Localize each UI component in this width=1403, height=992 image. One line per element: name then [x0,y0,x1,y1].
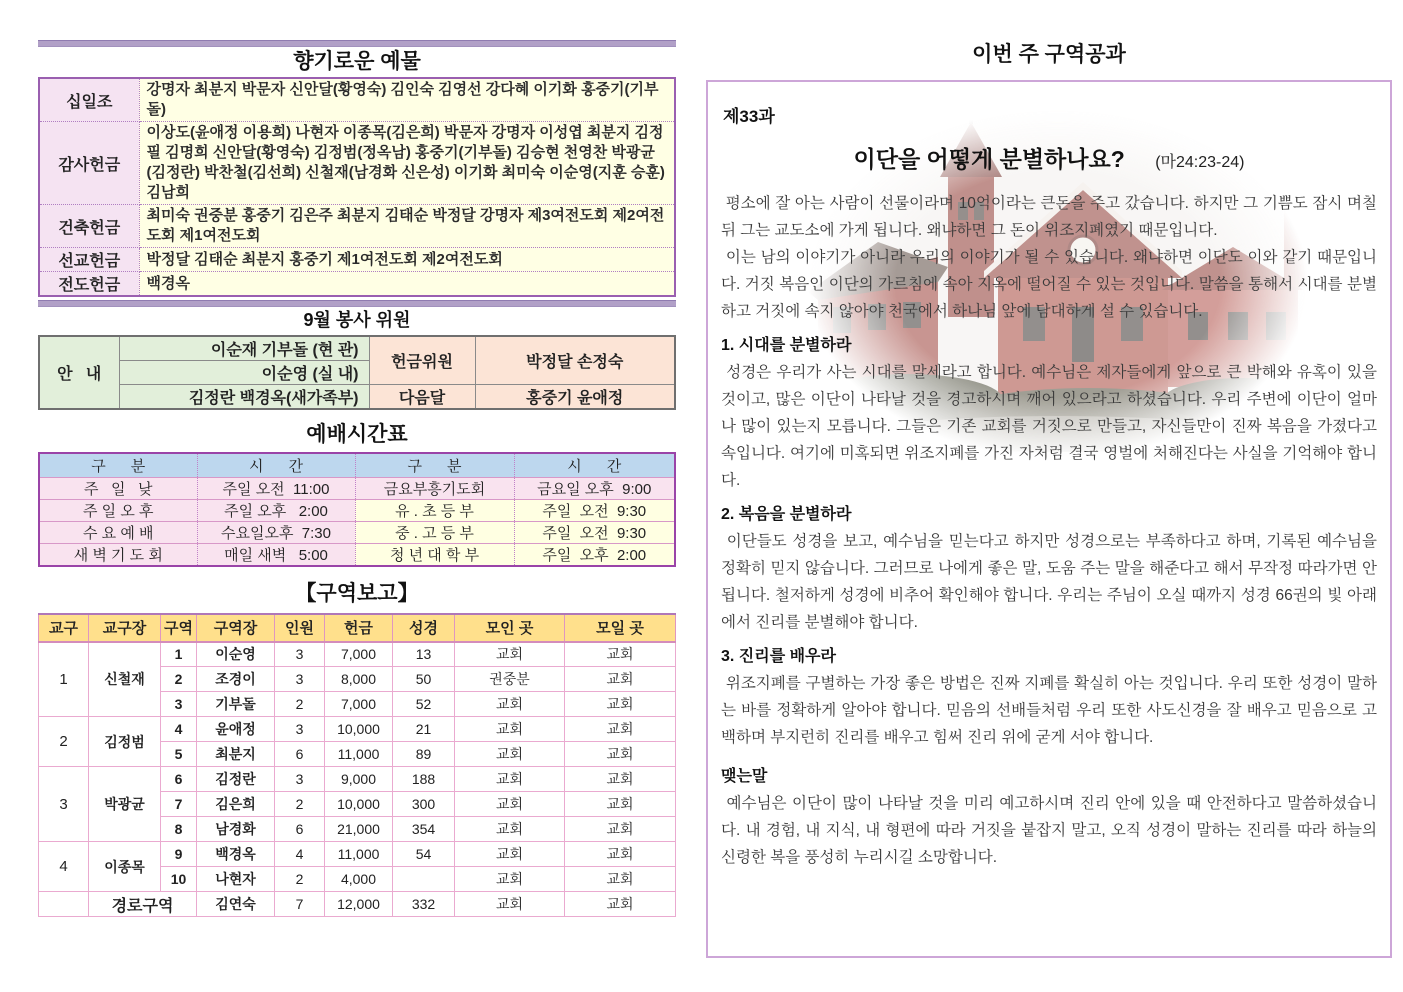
schedule-title: 예배시간표 [306,423,408,446]
report-cell: 교회 [565,767,676,792]
report-cell: 12,000 [325,892,393,917]
report-header: 헌금 [325,614,393,642]
report-cell: 교회 [455,867,565,892]
report-cell: 교회 [455,717,565,742]
report-header: 모인 곳 [455,614,565,642]
report-cell: 교회 [565,642,676,667]
divider-band [38,300,676,307]
report-cell: 윤애정 [197,717,275,742]
report-cell: 백경옥 [197,842,275,867]
report-cell: 54 [393,842,455,867]
report-cell: 50 [393,667,455,692]
report-cell: 6 [275,817,325,842]
conclusion-heading: 맺는말 [721,768,768,785]
report-cell: 9 [161,842,197,867]
lesson-content [721,102,1382,871]
report-cell: 김정란 [197,767,275,792]
table-row [39,642,676,667]
table-row [39,477,675,499]
report-cell: 7 [275,892,325,917]
conclusion-body: 예수님은 이단이 많이 나타날 것을 미리 예고하시며 진리 안에 있을 때 안전하다고 말씀하셨습니다. 내 경험, 내 지식, 내 형편에 따라 거짓을 붙잡지 말고, 오직 성경이 말하는 진리를 따라 하늘의 신령한 복을 풍성히 누리시길 소망합니다. [721,795,1382,866]
report-cell: 10 [161,867,197,892]
schedule-cell: 금요부흥기도회 [355,477,514,499]
schedule-cell: 유 . 초 등 부 [355,499,514,521]
report-cell: 4 [39,842,89,892]
report-cell: 7,000 [325,642,393,667]
report-cell: 6 [161,767,197,792]
report-cell: 3 [275,667,325,692]
report-cell: 332 [393,892,455,917]
lesson-title: 이단을 어떻게 분별하나요? [853,146,1125,172]
report-cell: 2 [39,717,89,767]
lesson-number: 제33과 [723,107,775,126]
schedule-table [38,452,676,567]
report-cell: 11,000 [325,842,393,867]
offering-label: 건축헌금 [39,205,139,248]
lesson-scripture-ref: (마24:23-24) [1155,154,1245,171]
report-cell: 3 [161,692,197,717]
report-table [38,613,676,918]
table-row [39,272,675,297]
report-cell: 교회 [565,817,676,842]
senior-district-label: 경로구역 [89,892,197,917]
report-cell: 4,000 [325,867,393,892]
offering-label: 감사헌금 [39,122,139,205]
schedule-cell: 주일 오후 2:00 [197,499,355,521]
next-month-label: 다음달 [369,385,475,410]
next-month-names: 홍중기 윤애정 [475,385,675,410]
report-cell: 교회 [455,842,565,867]
intro-paragraph: 이는 남의 이야기가 아니라 우리의 이야기가 될 수 있습니다. 왜냐하면 이단도 이와 같기 때문입니다. 거짓 복음인 이단의 가르침에 속아 지옥에 떨어질 수 있는 것입니다. 말씀을 통해서 시대를 분별하고 거짓에 속지 않아야 천국에서 하나님 앞에 담대하게 설 수 있습니다. [721,249,1377,320]
table-row [39,122,675,205]
report-cell: 7 [161,792,197,817]
report-cell: 김은희 [197,792,275,817]
report-cell: 8 [161,817,197,842]
report-cell: 3 [39,767,89,842]
report-cell: 3 [275,717,325,742]
report-cell: 2 [275,867,325,892]
report-cell: 교회 [565,717,676,742]
report-cell: 3 [275,642,325,667]
report-cell: 1 [161,642,197,667]
report-cell: 교회 [565,867,676,892]
report-cell: 21 [393,717,455,742]
report-cell: 13 [393,642,455,667]
committee-title: 9월 봉사 위원 [303,310,411,330]
report-cell: 최분지 [197,742,275,767]
report-cell: 교회 [565,742,676,767]
offering-committee-names: 박정달 손정숙 [475,336,675,385]
table-row [39,78,675,122]
offerings-table [38,77,676,297]
section-heading: 3. 진리를 배우라 [721,648,836,665]
schedule-cell: 주일 오전 9:30 [514,521,675,543]
table-row [39,336,675,361]
lesson-page-title: 이번 주 구역공과 [972,43,1126,66]
report-cell: 기부돌 [197,692,275,717]
report-cell: 2 [161,667,197,692]
table-row [39,717,676,742]
schedule-header: 구 분 [39,453,197,477]
offering-committee-label: 헌금위원 [369,336,475,385]
section-body: 이단들도 성경을 보고, 예수님을 믿는다고 하지만 성경으로는 부족하다고 하며, 기록된 예수님을 정확히 믿지 않습니다. 그러므로 나에게 좋은 말, 도움 주는 말을 해준다고 해서 무작정 따라가면 안 됩니다. 철저하게 성경에 비추어 확인해야 합니다. 우리는 주님이 오실 때까지 성경 66권의 빛 아래에서 진리를 분별해야 합니다. [721,533,1382,631]
guide-indoor: 이순영 (실 내) [119,361,369,385]
report-cell: 교회 [455,767,565,792]
schedule-header: 시 간 [197,453,355,477]
schedule-cell: 새 벽 기 도 회 [39,543,197,566]
report-cell: 교회 [565,692,676,717]
offering-names: 강명자 최분지 박문자 신안달(황영숙) 김인숙 김영선 강다혜 이기화 홍중기(기부돌) [139,78,675,122]
report-cell: 9,000 [325,767,393,792]
report-cell: 교회 [455,742,565,767]
report-cell: 교회 [565,792,676,817]
committee-table [38,335,676,410]
report-cell: 교회 [455,817,565,842]
left-column [38,40,676,917]
offering-names: 박정달 김태순 최분지 홍중기 제1여전도회 제2여전도회 [139,248,675,272]
section-body: 위조지폐를 구별하는 가장 좋은 방법은 진짜 지폐를 확실히 아는 것입니다. 우리 또한 성경이 말하는 바를 정확하게 알아야 합니다. 믿음의 선배들처럼 우리 또한 사도신경을 잘 배우고 믿음으로 고백하며 부지런히 진리를 배우고 힘써 진리 위에 굳게 서야 합니다. [721,675,1377,746]
table-row [39,205,675,248]
guide-newfamily: 김정란 백경옥(새가족부) [119,385,369,410]
table-row [39,248,675,272]
report-cell: 1 [39,642,89,717]
table-row [39,892,676,917]
report-cell: 교회 [455,892,565,917]
offering-label: 십일조 [39,78,139,122]
report-cell: 188 [393,767,455,792]
report-cell: 김정범 [89,717,161,767]
offering-label: 전도헌금 [39,272,139,297]
report-cell: 교회 [455,792,565,817]
report-cell: 이순영 [197,642,275,667]
report-cell: 남경화 [197,817,275,842]
report-cell: 김연숙 [197,892,275,917]
report-header: 성경 [393,614,455,642]
report-cell: 권중분 [455,667,565,692]
report-cell [393,867,455,892]
schedule-header: 구 분 [355,453,514,477]
report-header: 교구 [39,614,89,642]
lesson-box [706,80,1392,958]
report-cell: 10,000 [325,792,393,817]
table-row [39,614,676,642]
report-cell: 6 [275,742,325,767]
report-header: 모일 곳 [565,614,676,642]
report-cell: 나현자 [197,867,275,892]
schedule-cell: 수 요 예 배 [39,521,197,543]
schedule-cell: 주일 오전 9:30 [514,499,675,521]
table-row [39,453,675,477]
right-column [706,40,1392,958]
section-body: 성경은 우리가 사는 시대를 말세라고 합니다. 예수님은 제자들에게 앞으로 큰 박해와 유혹이 있을 것이고, 많은 이단이 나타날 것을 경고하시며 깨어 있으라고 하셨습니다. 우리 주변에 이단이 얼마나 많이 있는지 모릅니다. 그들은 기존 교회를 거짓으로 만들고, 자신들만이 진짜 복음을 가졌다고 속입니다. 여기에 미혹되면 위조지폐를 가진 자처럼 결국 영벌에 처해진다는 사실을 기억해야 합니다. [721,364,1382,489]
report-cell: 52 [393,692,455,717]
report-title: 【구역보고】 [295,581,419,605]
report-cell: 10,000 [325,717,393,742]
report-cell: 박광균 [89,767,161,842]
report-cell: 이종목 [89,842,161,892]
table-row [39,842,676,867]
schedule-cell: 중 . 고 등 부 [355,521,514,543]
table-row [39,543,675,566]
report-cell: 8,000 [325,667,393,692]
schedule-cell: 매일 새벽 5:00 [197,543,355,566]
table-row [39,767,676,792]
report-cell: 교회 [455,642,565,667]
schedule-cell: 주 일 오 후 [39,499,197,521]
report-header: 구역 [161,614,197,642]
table-row [39,385,675,410]
offering-names: 이상도(윤애정 이용희) 나현자 이종목(김은희) 박문자 강명자 이성엽 최분지 김정필 김명희 신안달(황영숙) 김정범(정옥남) 홍중기(기부돌) 김승현 천영찬 박광균(김정란) 박찬철(김선희) 신철재(남경화 신은성) 이기화 최미숙 이순영(지훈 승훈) 김남희 [139,122,675,205]
table-row [39,499,675,521]
intro-paragraph: 평소에 잘 아는 사람이 선물이라며 10억이라는 큰돈을 주고 갔습니다. 하지만 그 기쁨도 잠시 며칠 뒤 그는 교도소에 가게 됩니다. 왜냐하면 그 돈이 위조지폐였기 때문입니다. [721,195,1382,239]
report-cell: 7,000 [325,692,393,717]
report-cell: 300 [393,792,455,817]
schedule-header: 시 간 [514,453,675,477]
report-cell: 조경이 [197,667,275,692]
report-cell: 11,000 [325,742,393,767]
report-cell: 4 [161,717,197,742]
guide-label: 안 내 [39,336,119,409]
report-cell [39,892,89,917]
schedule-cell: 금요일 오후 9:00 [514,477,675,499]
report-cell: 354 [393,817,455,842]
table-row [39,521,675,543]
lesson-title-row [721,141,1377,174]
offering-names: 최미숙 권중분 홍중기 김은주 최분지 김태순 박정달 강명자 제3여전도회 제2여전도회 제1여전도회 [139,205,675,248]
report-cell: 5 [161,742,197,767]
section-heading: 2. 복음을 분별하라 [721,506,852,523]
report-cell: 2 [275,692,325,717]
report-cell: 89 [393,742,455,767]
divider-band-top [38,40,676,47]
report-cell: 2 [275,792,325,817]
schedule-cell: 주일 오후 2:00 [514,543,675,566]
offering-names: 백경옥 [139,272,675,297]
guide-entrance: 이순재 기부돌 (현 관) [119,336,369,361]
report-cell: 신철재 [89,642,161,717]
schedule-cell: 수요일오후 7:30 [197,521,355,543]
offerings-title: 향기로운 예물 [293,50,421,73]
report-cell: 교회 [565,842,676,867]
schedule-cell: 청 년 대 학 부 [355,543,514,566]
report-header: 교구장 [89,614,161,642]
report-header: 인원 [275,614,325,642]
schedule-cell: 주 일 낮 [39,477,197,499]
report-cell: 교회 [455,692,565,717]
report-cell: 21,000 [325,817,393,842]
report-cell: 교회 [565,892,676,917]
report-cell: 3 [275,767,325,792]
report-cell: 4 [275,842,325,867]
schedule-cell: 주일 오전 11:00 [197,477,355,499]
section-heading: 1. 시대를 분별하라 [721,337,852,354]
report-header: 구역장 [197,614,275,642]
report-cell: 교회 [565,667,676,692]
offering-label: 선교헌금 [39,248,139,272]
